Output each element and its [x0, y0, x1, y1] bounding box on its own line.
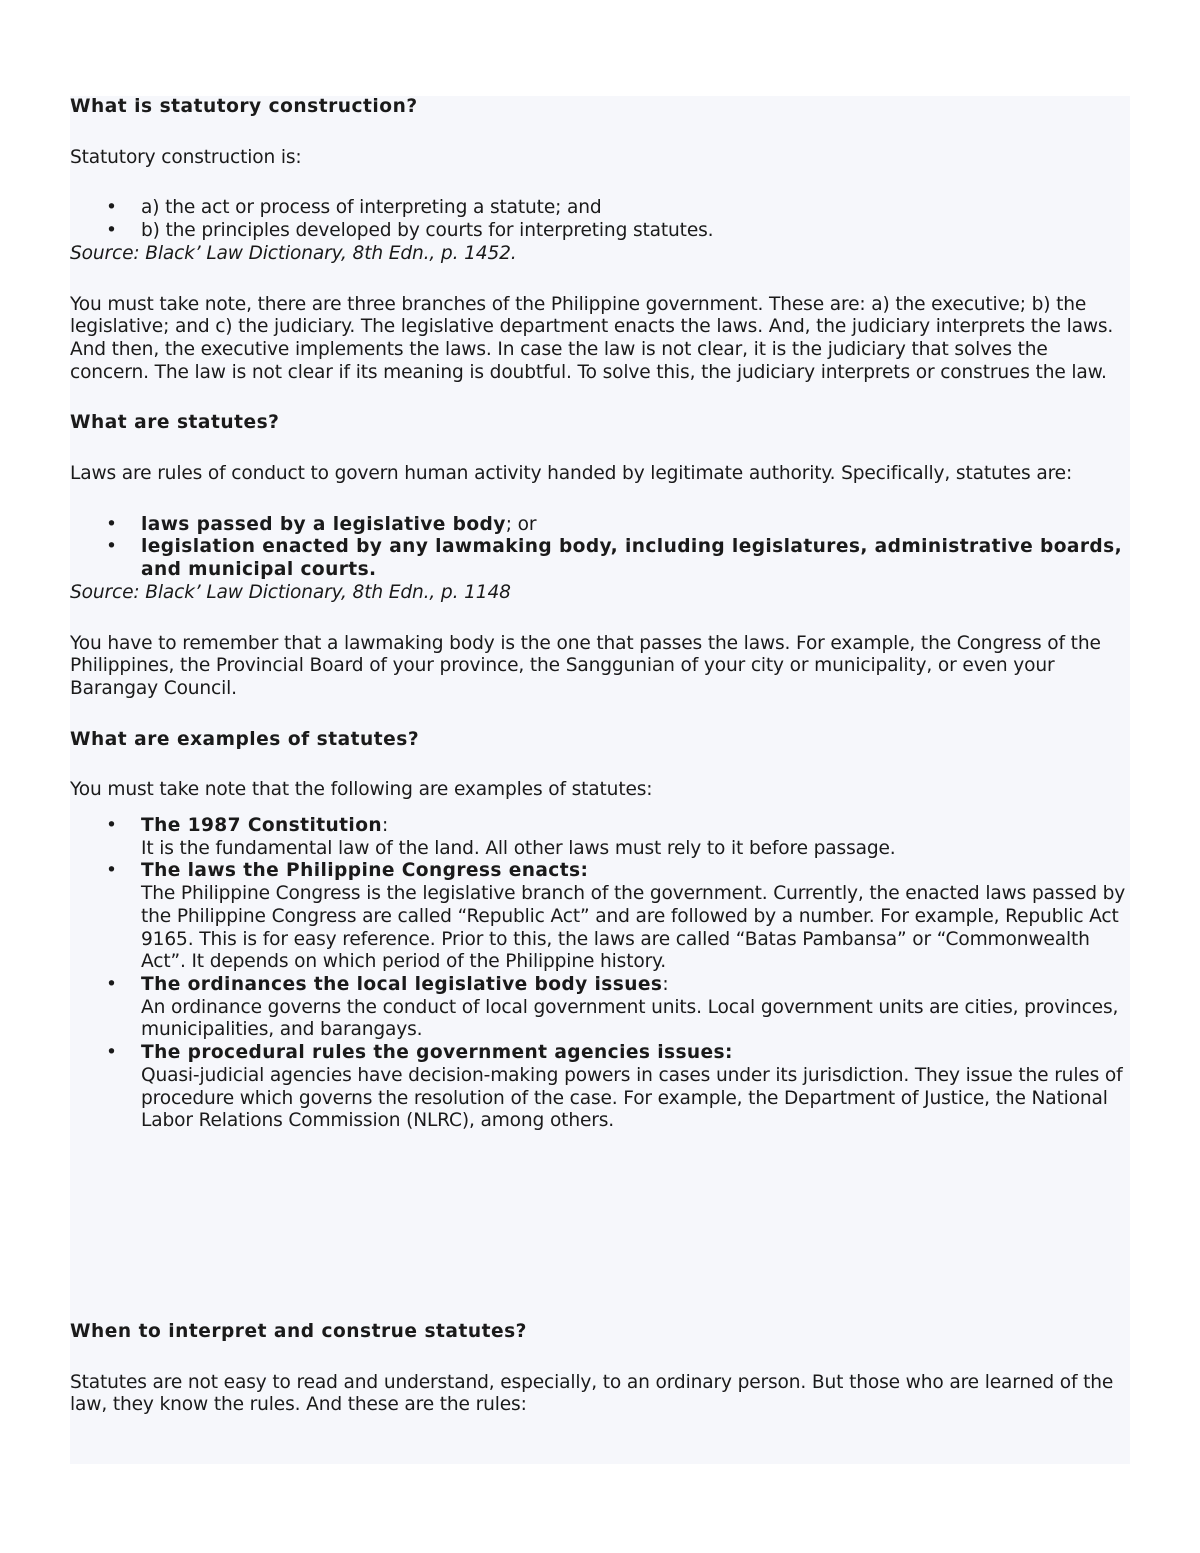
heading-when-to-interpret: When to interpret and construe statutes? — [70, 1320, 527, 1342]
list-item: • The 1987 Constitution: It is the fundamental law of the land. All other laws must rely to it before passage. — [106, 815, 896, 859]
definition-list — [70, 197, 1130, 242]
examples-intro: You must take note that the following are examples of statutes: — [70, 779, 653, 801]
bullet-icon: • — [106, 197, 117, 219]
examples-list — [70, 815, 1130, 1133]
list-item: • The ordinances the local legislative body issues: An ordinance governs the conduct of local government units. Local government units are cities, provinces, municipalities, and barangays. — [106, 973, 1119, 1041]
bullet-icon: • — [106, 220, 117, 242]
heading-what-are-statutes: What are statutes? — [70, 412, 280, 434]
statutes-intro: Laws are rules of conduct to govern human activity handed by legitimate authority. Specifically, statutes are: — [70, 463, 1073, 485]
list-item: • laws passed by a legislative body; or — [106, 513, 537, 535]
statutes-list — [70, 514, 1130, 582]
list-item: • The procedural rules the government agencies issues: Quasi-judicial agencies have decision-making powers in cases under its jurisdiction. They issue the rules of procedure which governs the resolution of the case. For example, the Department of Justice, the National Labor Relations Commission (NLRC), among others. — [106, 1042, 1123, 1132]
bullet-icon: • — [106, 973, 117, 995]
bullet-icon: • — [106, 536, 117, 558]
source-citation: Source: Black’ Law Dictionary, 8th Edn., p. 1148 — [70, 581, 511, 603]
heading-statutory-construction: What is statutory construction? — [70, 96, 418, 117]
list-item: • a) the act or process of interpreting a statute; and — [106, 197, 602, 219]
list-item: • legislation enacted by any lawmaking body, including legislatures, administrative boards, and municipal courts. — [106, 536, 1123, 581]
source-citation: Source: Black’ Law Dictionary, 8th Edn., p. 1452. — [70, 242, 517, 264]
heading-examples-of-statutes: What are examples of statutes? — [70, 728, 420, 750]
branches-paragraph: You must take note, there are three branches of the Philippine government. These are: a) the executive; b) the legislative; and c) the judiciary. The legislative department enacts the laws. And, the judiciary interprets the laws. And then, the executive implements the laws. In case the law is not clear, it is the judiciary that solves the concern. The law is not clear if its meaning is doubtful. To solve this, the judiciary interprets or construes the law. — [70, 293, 1114, 383]
interpret-paragraph: Statutes are not easy to read and understand, especially, to an ordinary person. But those who are learned of the law, they know the rules. And these are the rules: — [70, 1371, 1114, 1416]
lawmaking-paragraph: You have to remember that a lawmaking body is the one that passes the laws. For example, the Congress of the Philippines, the Provincial Board of your province, the Sanggunian of your city or municipality, or even your Barangay Council. — [70, 632, 1101, 699]
bullet-icon: • — [106, 860, 117, 882]
statutory-construction-intro: Statutory construction is: — [70, 146, 302, 168]
bullet-icon: • — [106, 815, 117, 837]
list-item: • b) the principles developed by courts for interpreting statutes. — [106, 220, 714, 242]
bullet-icon: • — [106, 1042, 117, 1064]
document-page — [70, 96, 1130, 1417]
list-item: • The laws the Philippine Congress enacts: The Philippine Congress is the legislative branch of the government. Currently, the enacted laws passed by the Philippine Congress are called “Republic Act” and are followed by a number. For example, Republic Act 9165. This is for easy reference. Prior to this, the laws are called “Batas Pambansa” or “Commonwealth Act”. It depends on which period of the Philippine history. — [106, 860, 1126, 973]
bullet-icon: • — [106, 513, 117, 535]
